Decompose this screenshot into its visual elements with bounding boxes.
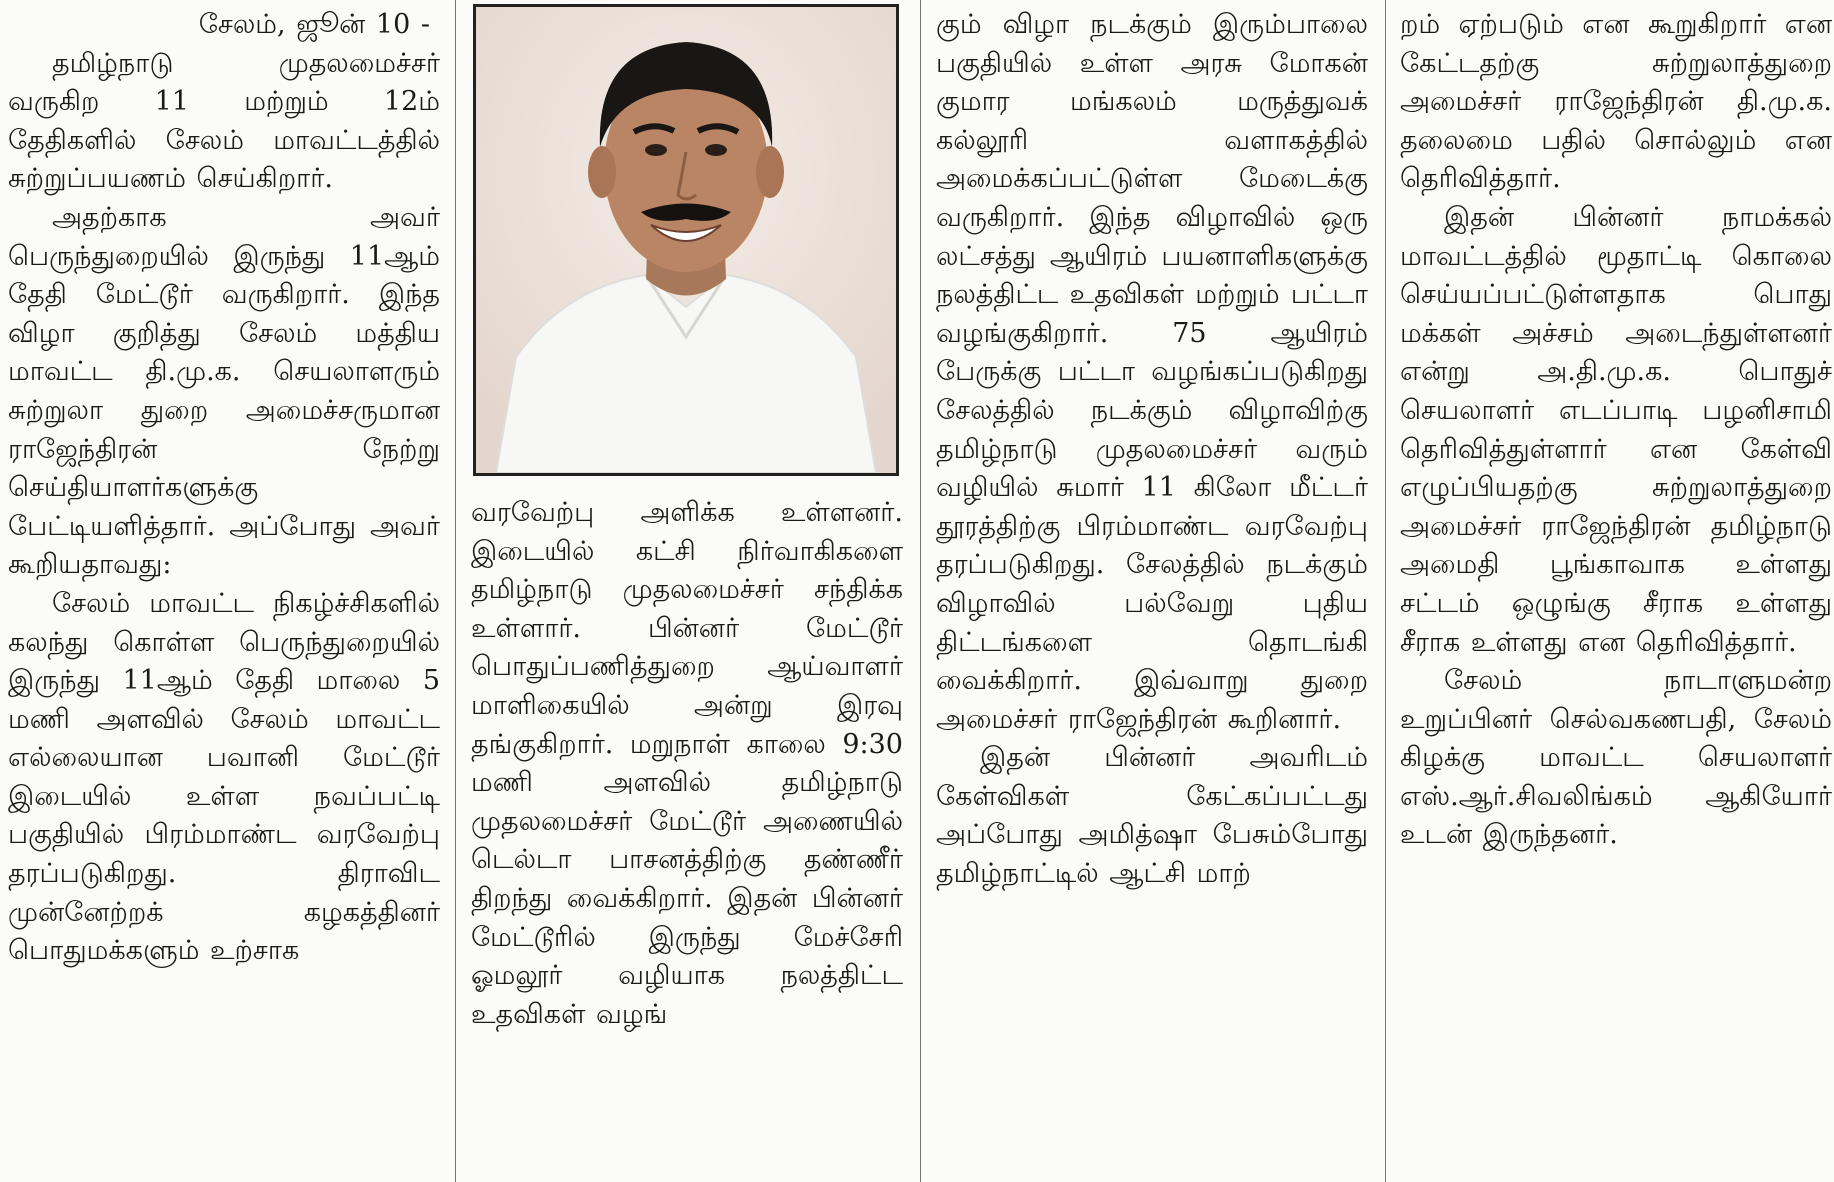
article-paragraph: தமிழ்நாடு முதலமைச்சர் வருகிற 11 மற்றும் 12ம் தேதிகளில் சேலம் மாவட்டத்தில் சுற்றுப்பயணம் செய்கிறார்.	[8, 47, 440, 195]
article-column-3	[936, 6, 1368, 894]
article-paragraph: சேலம் நாடாளுமன்ற உறுப்பினர் செல்வகணபதி, சேலம் கிழக்கு மாவட்ட செயலாளர் எஸ்.ஆர்.சிவலிங்கம் ஆகியோர் உடன் இருந்தனர்.	[1400, 665, 1832, 851]
article-paragraph: கும் விழா நடக்கும் இரும்பாலை பகுதியில் உள்ள அரசு மோகன் குமார மங்கலம் மருத்துவக் கல்லூரி வளாகத்தில் அமைக்கப்பட்டுள்ள மேடைக்கு வருகிறார். இந்த விழாவில் ஒரு லட்சத்து ஆயிரம் பயனாளிகளுக்கு நலத்திட்ட உதவிகள் மற்றும் பட்டா வழங்குகிறார். 75 ஆயிரம் பேருக்கு பட்டா வழங்கப்படுகிறது சேலத்தில் நடக்கும் விழாவிற்கு தமிழ்நாடு முதலமைச்சர் வரும் வழியில் சுமார் 11 கிலோ மீட்டர் தூரத்திற்கு பிரம்மாண்ட வரவேற்பு தரப்படுகிறது. சேலத்தில் நடக்கும் விழாவில் பல்வேறு புதிய திட்டங்களை தொடங்கி வைக்கிறார். இவ்வாறு துறை அமைச்சர் ராஜேந்திரன் கூறினார்.	[936, 9, 1368, 735]
minister-portrait	[473, 4, 899, 476]
article-paragraph: இதன் பின்னர் நாமக்கல் மாவட்டத்தில் மூதாட்டி கொலை செய்யப்பட்டுள்ளதாக பொது மக்கள் அச்சம் அடைந்துள்ளனர் என்று அ.தி.மு.க. பொதுச் செயலாளர் எடப்பாடி பழனிசாமி தெரிவித்துள்ளார் என கேள்வி எழுப்பியதற்கு சுற்றுலாத்துறை அமைச்சர் ராஜேந்திரன் தமிழ்நாடு அமைதி பூங்காவாக உள்ளது சட்டம் ஒழுங்கு சீராக உள்ளது சீராக உள்ளது என தெரிவித்தார்.	[1400, 201, 1832, 658]
article-paragraph: இதன் பின்னர் அவரிடம் கேள்விகள் கேட்கப்பட்டது அப்போது அமித்ஷா பேசும்போது தமிழ்நாட்டில் ஆட்சி மாற்	[936, 742, 1368, 890]
column-divider	[1385, 0, 1386, 1182]
article-column-4	[1400, 6, 1832, 855]
dateline: சேலம், ஜூன் 10 -	[198, 9, 430, 40]
column-divider	[920, 0, 921, 1182]
column-divider	[455, 0, 456, 1182]
article-column-1	[8, 6, 440, 971]
article-column-2	[471, 494, 903, 1034]
portrait-icon	[476, 7, 896, 473]
article-paragraph: றம் ஏற்படும் என கூறுகிறார் என கேட்டதற்கு சுற்றுலாத்துறை அமைச்சர் ராஜேந்திரன் தி.மு.க. தலைமை பதில் சொல்லும் என தெரிவித்தார்.	[1400, 9, 1832, 195]
article-paragraph: அதற்காக அவர் பெருந்துறையில் இருந்து 11ஆம் தேதி மேட்டூர் வருகிறார். இந்த விழா குறித்து சேலம் மத்திய மாவட்ட தி.மு.க. செயலாளரும் சுற்றுலா துறை அமைச்சருமான ராஜேந்திரன் நேற்று செய்தியாளர்களுக்கு பேட்டியளித்தார். அப்போது அவர் கூறியதாவது:	[8, 201, 440, 581]
article-paragraph: சேலம் மாவட்ட நிகழ்ச்சிகளில் கலந்து கொள்ள பெருந்துறையில் இருந்து 11ஆம் தேதி மாலை 5 மணி அளவில் சேலம் மாவட்ட எல்லையான பவானி மேட்டூர் இடையில் உள்ள நவப்பட்டி பகுதியில் பிரம்மாண்ட வரவேற்பு தரப்படுகிறது. திராவிட முன்னேற்றக் கழகத்தினர் பொதுமக்களும் உற்சாக	[8, 587, 440, 967]
article-paragraph: வரவேற்பு அளிக்க உள்ளனர். இடையில் கட்சி நிர்வாகிகளை தமிழ்நாடு முதலமைச்சர் சந்திக்க உள்ளார். பின்னர் மேட்டூர் பொதுப்பணித்துறை ஆய்வாளர் மாளிகையில் அன்று இரவு தங்குகிறார். மறுநாள் காலை 9:30 மணி அளவில் தமிழ்நாடு முதலமைச்சர் மேட்டூர் அணையில் டெல்டா பாசனத்திற்கு தண்ணீர் திறந்து வைக்கிறார். இதன் பின்னர் மேட்டூரில் இருந்து மேச்சேரி ஓமலூர் வழியாக நலத்திட்ட உதவிகள் வழங்	[471, 497, 903, 1030]
